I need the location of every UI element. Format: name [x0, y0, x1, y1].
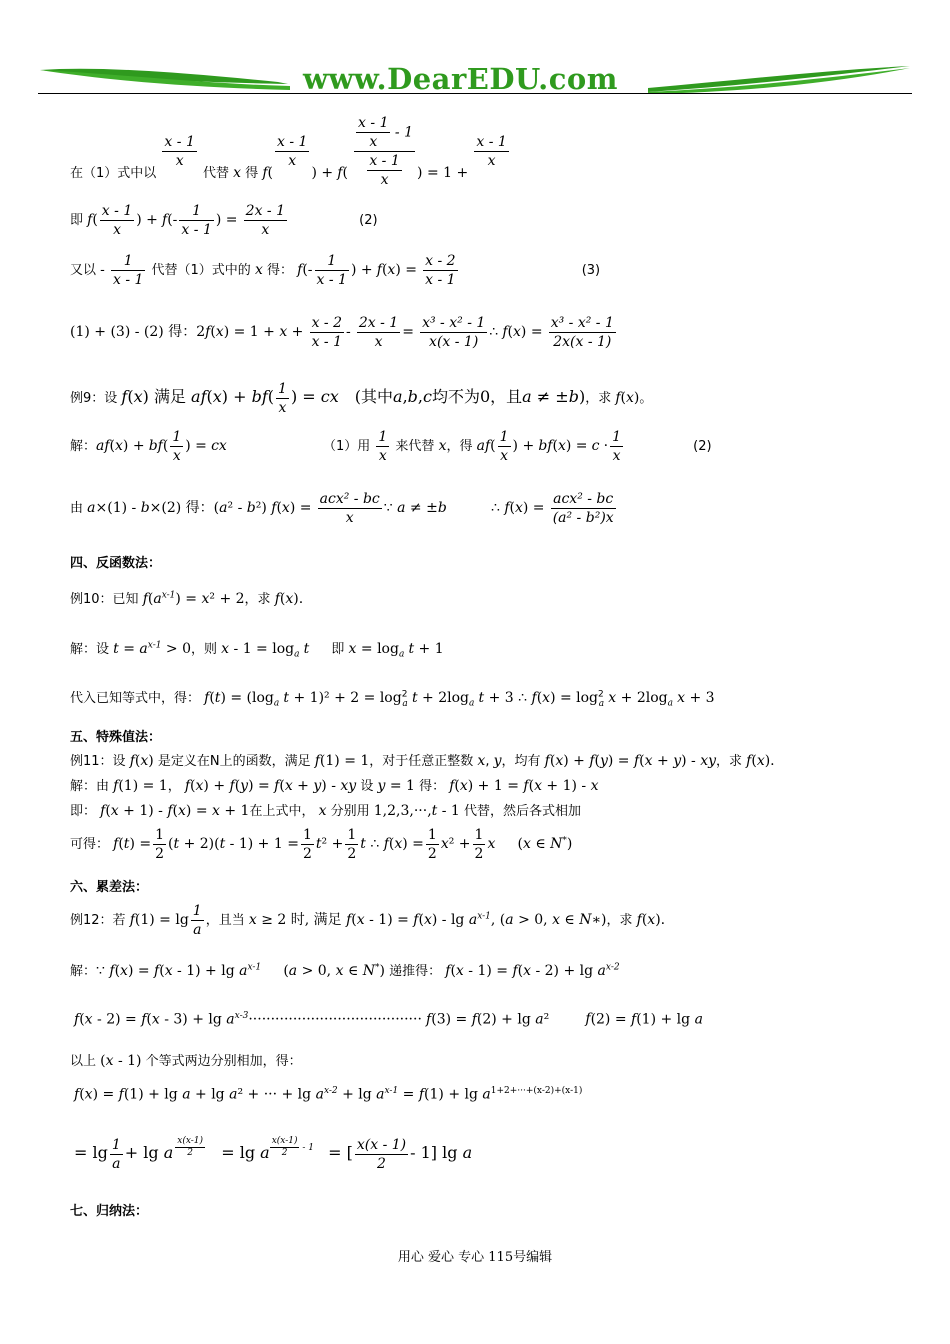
equation-line-4: (1) + (3) - (2) 得：2f(x) = 1 + x + $\frac{x - 2}{x - 1}$ - $\frac{2x - 1}{x}$ = $\frac{\text{x³ - x² - 1}}{x(x - 1)}$ ∴ f(x) = $\frac{\text{x³ - x² - 1}}{2x(x - 1)}$: [70, 315, 614, 350]
equation-line-17: $f(x - 2) = f(x - 3) + \lg a^{x-3}\cdot\cdot\cdot\cdot\cdot\cdot\cdot\cdot\cdot\cdot\cdot\cdot\cdot\cdot\cdot\cdot\cdot\cdot\cdot\cdot\cdot\cdot\cdot\cdot\cdot\cdot\cdot\cdot\cdot\cdot\cdot\cdot\cdot\cdot\cdot\cdot\cdot\cdot\cdot f(3) = f(2) + \lg a^2$ f(2) = f(1) + lg a: [74, 1011, 703, 1028]
equation-line-13: 即： f(x + 1) - f(x) = x + 1在上式中， x 分别用 1,2,3,···,t - 1 代替，然后各式相加: [70, 803, 581, 819]
equation-line-14: 可得： f(t) = $\frac{1}{2}$ (t + 2)(t - 1) + 1 = $\frac{1}{2}$ t² + $\frac{1}{2}$ t ∴ f(x) = $\frac{1}{2}$ x² + $\frac{1}{2}$ x (x ∈ N*): [70, 827, 573, 862]
equation-line-20: = lg $\frac{1}{a}$ + lg a $^{\frac{x(x-1)}{2}}$ = lg a $^{\frac{x(x-1)}{2} - 1}$ = [ $\frac{x(x - 1)}{2}$ - 1] lg a: [74, 1136, 473, 1172]
example-9: 例9：设 f(x) 满足 af(x) + bf( $\frac{1}{x}$ ) = cx (其中a,b,c均不为0，且a ≠ ±b)，求 f(x)。: [70, 381, 653, 416]
equation-line-3: 又以 - $\frac{1}{x - 1}$ 代替（1）式中的 x 得： f(- $\frac{1}{x - 1}$ ) + f(x) = $\frac{x - 2}{x - 1}$ (3): [70, 253, 601, 288]
equation-line-10: 代入已知等式中，得： $f(t) = (\log_a$ $t + 1)^2 + 2 = \log^2_a t + 2\log_a$ t + 3 ∴ $f(x) = \log^2_a x + 2\log_a$ x + 3: [70, 689, 715, 709]
equation-line-19: f(x) = f(1) + lg a + lg a² + ··· + $\lg a^{x-2} + \lg a^{x-1} = f(1) + \lg a^{1+2+\cdot\cdot\cdot+(x-2)+(x-1)}$: [74, 1086, 583, 1103]
example-11: 例11：设 f(x) 是定义在N上的函数，满足 f(1) = 1，对于任意正整数 x, y，均有 f(x) + f(y) = f(x + y) - xy，求 f(x).: [70, 753, 775, 769]
section-heading-7: 七、归纳法：: [70, 1204, 149, 1219]
solution-11: 解：由 f(1) = 1， f(x) + f(y) = f(x + y) - xy 设 y = 1 得： f(x) + 1 = f(x + 1) - x: [70, 778, 599, 794]
solution-10: 解：设 $t = a^{x-1} > 0$，则 $x - 1 = \log_a t$ 即 $x = \log_a t + 1$: [70, 640, 444, 660]
section-heading-4: 四、反函数法：: [70, 556, 162, 571]
header-rule: [38, 93, 912, 94]
equation-line-18: 以上 (x - 1) 个等式两边分别相加，得：: [70, 1053, 302, 1069]
section-heading-5: 五、特殊值法：: [70, 730, 162, 745]
example-12: 例12：若 f(1) = lg $\frac{1}{a}$ ，且当 x ≥ 2 时, 满足 $f(x - 1) = f(x) - \lg a^{x-1}$, (a > 0, x ∈ N∗)，求 f(x).: [70, 903, 666, 938]
example-10: 例10：已知 $f(a^{x-1}) = x^2 + 2$，求 f(x).: [70, 590, 304, 607]
solution-12: 解：∵ $f(x) = f(x - 1) + \lg a^{x-1}$ (a > 0, x ∈ N*) 递推得： $f(x - 1) = f(x - 2) + \lg a^{x-2}$: [70, 962, 620, 979]
solution-9: 解：af(x) + bf( $\frac{1}{x}$ ) = cx （1）用 $\frac{1}{x}$ 来代替 x，得 af( $\frac{1}{x}$ ) + bf(x) = c · $\frac{1}{x}$ (2): [70, 429, 712, 464]
page-footer: 用心 爱心 专心 115号编辑: [397, 1250, 553, 1265]
equation-line-2: 即 f( $\frac{x - 1}{x}$ ) + f(- $\frac{1}{x - 1}$ ) = $\frac{2x - 1}{x}$ (2): [70, 203, 378, 238]
site-logo: www.DearEDU.com: [303, 62, 618, 96]
equation-line-1: 在（1）式中以 $\frac{x - 1}{x}$ 代替 x 得 f( $\frac{x - 1}{x}$ ) + f( $\frac{x - 1}{x}$ - 1 $\frac{x - 1}{x}$ ) = 1 + $\frac{x - 1}{x}$: [70, 115, 507, 188]
equation-line-7: 由 a×(1) - b×(2) 得：(a² - b²) f(x) = $\frac{\text{acx² - bc}}{x}$ ∵ a ≠ ±b ∴ f(x) = $\frac{\text{acx² - bc}}{\text{(a² - b²)x}}$: [70, 491, 614, 526]
section-heading-6: 六、累差法：: [70, 880, 149, 895]
